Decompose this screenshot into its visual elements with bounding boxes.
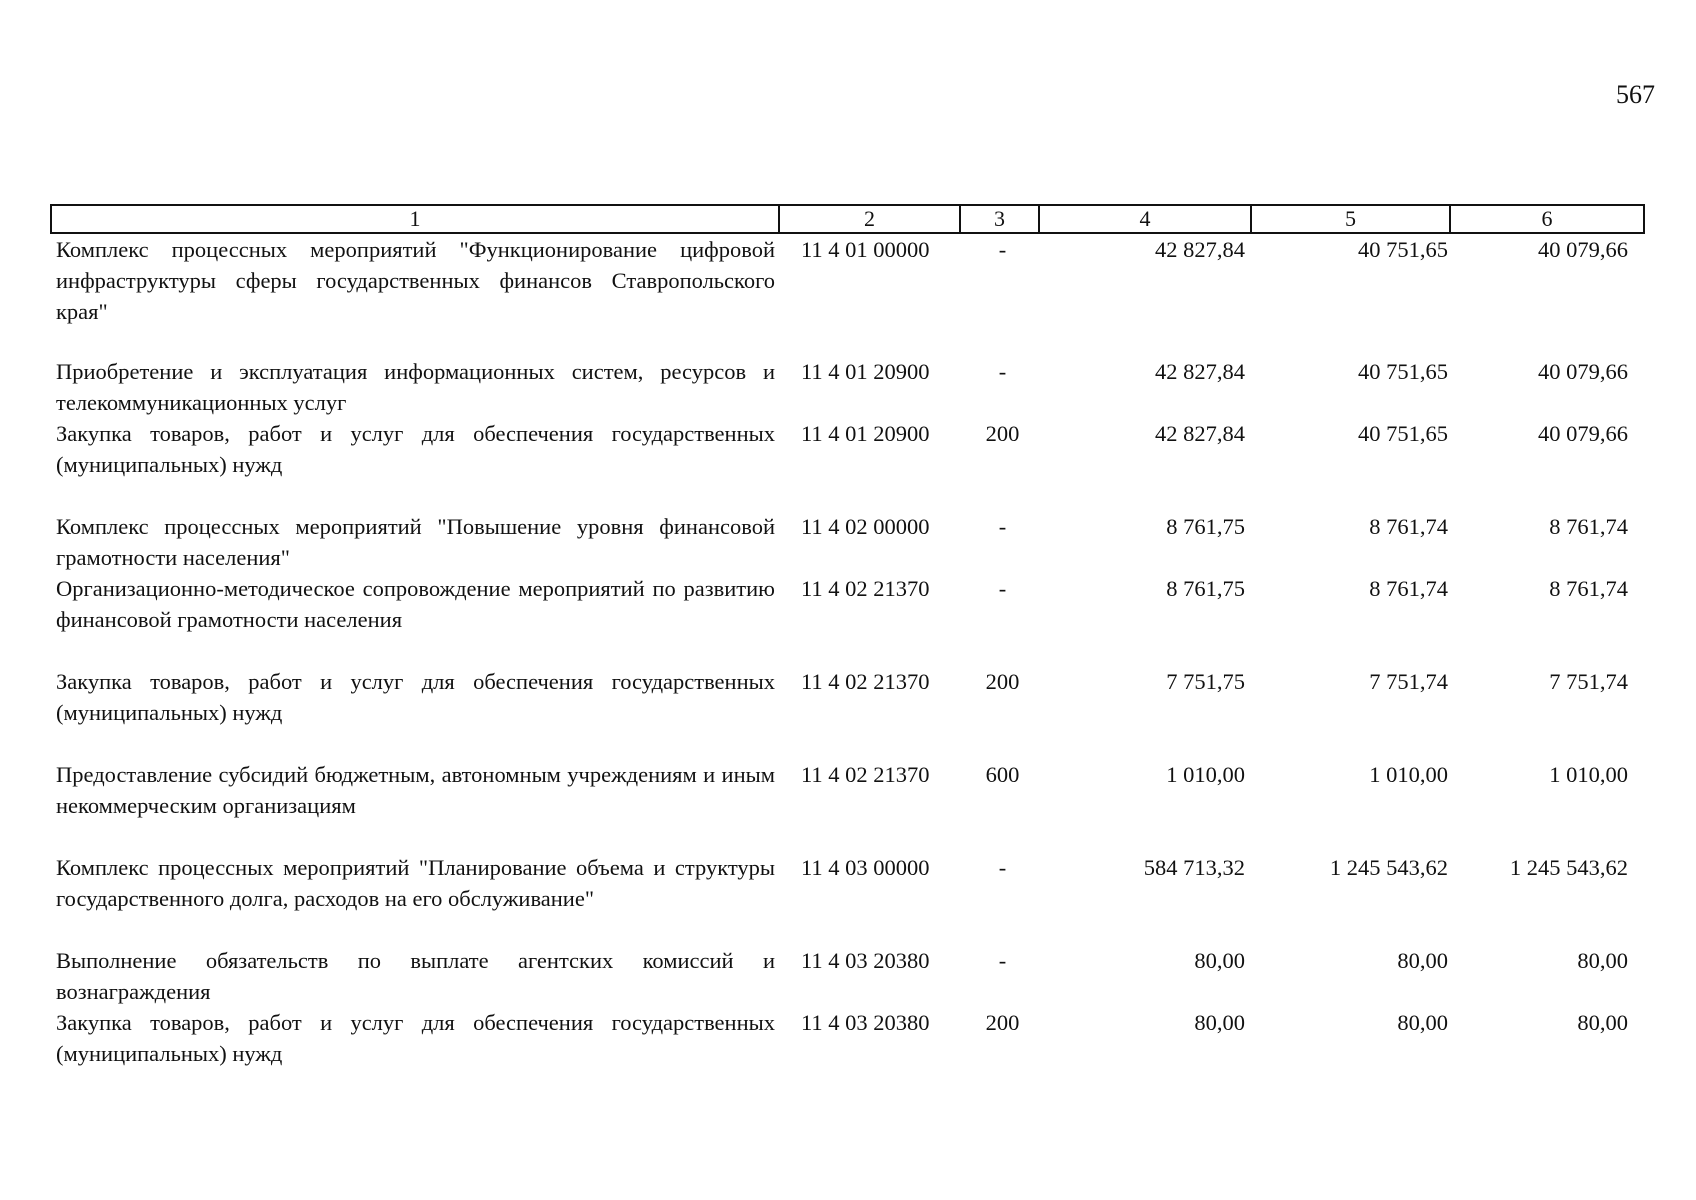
table-header (51, 205, 1644, 233)
item-type: - (998, 576, 1007, 601)
table-row (51, 233, 1644, 356)
item-value-col6: 7 751,74 (1549, 669, 1628, 694)
item-type: - (998, 237, 1007, 262)
item-name: Выполнение обязательств по выплате агентских комиссий и вознаграждения (56, 948, 775, 1004)
table-row (51, 759, 1644, 852)
item-value-col5: 8 761,74 (1369, 514, 1448, 539)
item-code: 11 4 01 20900 (801, 421, 930, 446)
item-value-col5: 40 751,65 (1358, 359, 1448, 384)
item-type: 600 (985, 762, 1020, 787)
item-name: Закупка товаров, работ и услуг для обеспечения государственных (муниципальных) нужд (56, 1010, 775, 1066)
item-value-col5: 80,00 (1397, 1010, 1448, 1035)
item-code: 11 4 02 21370 (801, 762, 930, 787)
item-value-col4: 584 713,32 (1143, 855, 1245, 880)
item-value-col5: 40 751,65 (1358, 421, 1448, 446)
header-cell-3: 3 (960, 205, 1039, 233)
item-code: 11 4 03 20380 (801, 948, 930, 973)
item-value-col4: 80,00 (1194, 1010, 1245, 1035)
item-value-col5: 1 245 543,62 (1329, 855, 1448, 880)
item-type: - (998, 359, 1007, 384)
item-value-col4: 7 751,75 (1166, 669, 1245, 694)
item-code: 11 4 01 20900 (801, 359, 930, 384)
item-value-col6: 1 245 543,62 (1509, 855, 1628, 880)
page-number: 567 (1616, 80, 1655, 109)
item-type: 200 (985, 1010, 1020, 1035)
item-value-col6: 40 079,66 (1538, 421, 1628, 446)
item-value-col6: 80,00 (1577, 1010, 1628, 1035)
item-value-col5: 1 010,00 (1369, 762, 1448, 787)
table-row (51, 852, 1644, 945)
item-code: 11 4 02 21370 (801, 576, 930, 601)
item-value-col4: 42 827,84 (1155, 237, 1245, 262)
table-row (51, 511, 1644, 573)
item-name: Комплекс процессных мероприятий "Планирование объема и структуры государственного долга, расходов на его обслуживание" (56, 855, 775, 911)
header-cell-1: 1 (51, 205, 779, 233)
item-value-col4: 42 827,84 (1155, 421, 1245, 446)
table-row (51, 418, 1644, 511)
item-value-col5: 40 751,65 (1358, 237, 1448, 262)
item-name: Комплекс процессных мероприятий "Повышение уровня финансовой грамотности населения" (56, 514, 775, 570)
item-name: Организационно-методическое сопровождение мероприятий по развитию финансовой грамотности населения (56, 576, 775, 632)
item-value-col4: 8 761,75 (1166, 576, 1245, 601)
item-value-col5: 8 761,74 (1369, 576, 1448, 601)
item-value-col6: 1 010,00 (1549, 762, 1628, 787)
item-type: 200 (985, 669, 1020, 694)
table-row (51, 356, 1644, 418)
header-cell-2: 2 (779, 205, 960, 233)
item-value-col5: 80,00 (1397, 948, 1448, 973)
item-name: Предоставление субсидий бюджетным, автономным учреждениям и иным некоммерческим организациям (56, 762, 775, 818)
item-type: - (998, 514, 1007, 539)
item-value-col4: 8 761,75 (1166, 514, 1245, 539)
item-value-col4: 42 827,84 (1155, 359, 1245, 384)
table-body (51, 233, 1644, 1069)
item-type: - (998, 855, 1007, 880)
item-code: 11 4 01 00000 (801, 237, 930, 262)
item-code: 11 4 03 20380 (801, 1010, 930, 1035)
item-value-col6: 40 079,66 (1538, 359, 1628, 384)
item-value-col6: 8 761,74 (1549, 576, 1628, 601)
header-cell-4: 4 (1039, 205, 1251, 233)
header-row (51, 205, 1644, 233)
item-code: 11 4 03 00000 (801, 855, 930, 880)
item-value-col6: 80,00 (1577, 948, 1628, 973)
item-name: Приобретение и эксплуатация информационных систем, ресурсов и телекоммуникационных услуг (56, 359, 775, 415)
item-value-col4: 80,00 (1194, 948, 1245, 973)
table-row (51, 573, 1644, 666)
item-value-col6: 40 079,66 (1538, 237, 1628, 262)
item-value-col4: 1 010,00 (1166, 762, 1245, 787)
item-code: 11 4 02 21370 (801, 669, 930, 694)
budget-table (50, 204, 1645, 1069)
table-row (51, 666, 1644, 759)
item-value-col5: 7 751,74 (1369, 669, 1448, 694)
item-name: Закупка товаров, работ и услуг для обеспечения государственных (муниципальных) нужд (56, 669, 775, 725)
header-cell-5: 5 (1251, 205, 1450, 233)
item-type: - (998, 948, 1007, 973)
item-name: Комплекс процессных мероприятий "Функционирование цифровой инфраструктуры сферы государственных финансов Ставропольского края" (56, 237, 775, 324)
item-type: 200 (985, 421, 1020, 446)
item-code: 11 4 02 00000 (801, 514, 930, 539)
item-value-col6: 8 761,74 (1549, 514, 1628, 539)
item-name: Закупка товаров, работ и услуг для обеспечения государственных (муниципальных) нужд (56, 421, 775, 477)
table-row (51, 1007, 1644, 1069)
header-cell-6: 6 (1450, 205, 1644, 233)
table-row (51, 945, 1644, 1007)
